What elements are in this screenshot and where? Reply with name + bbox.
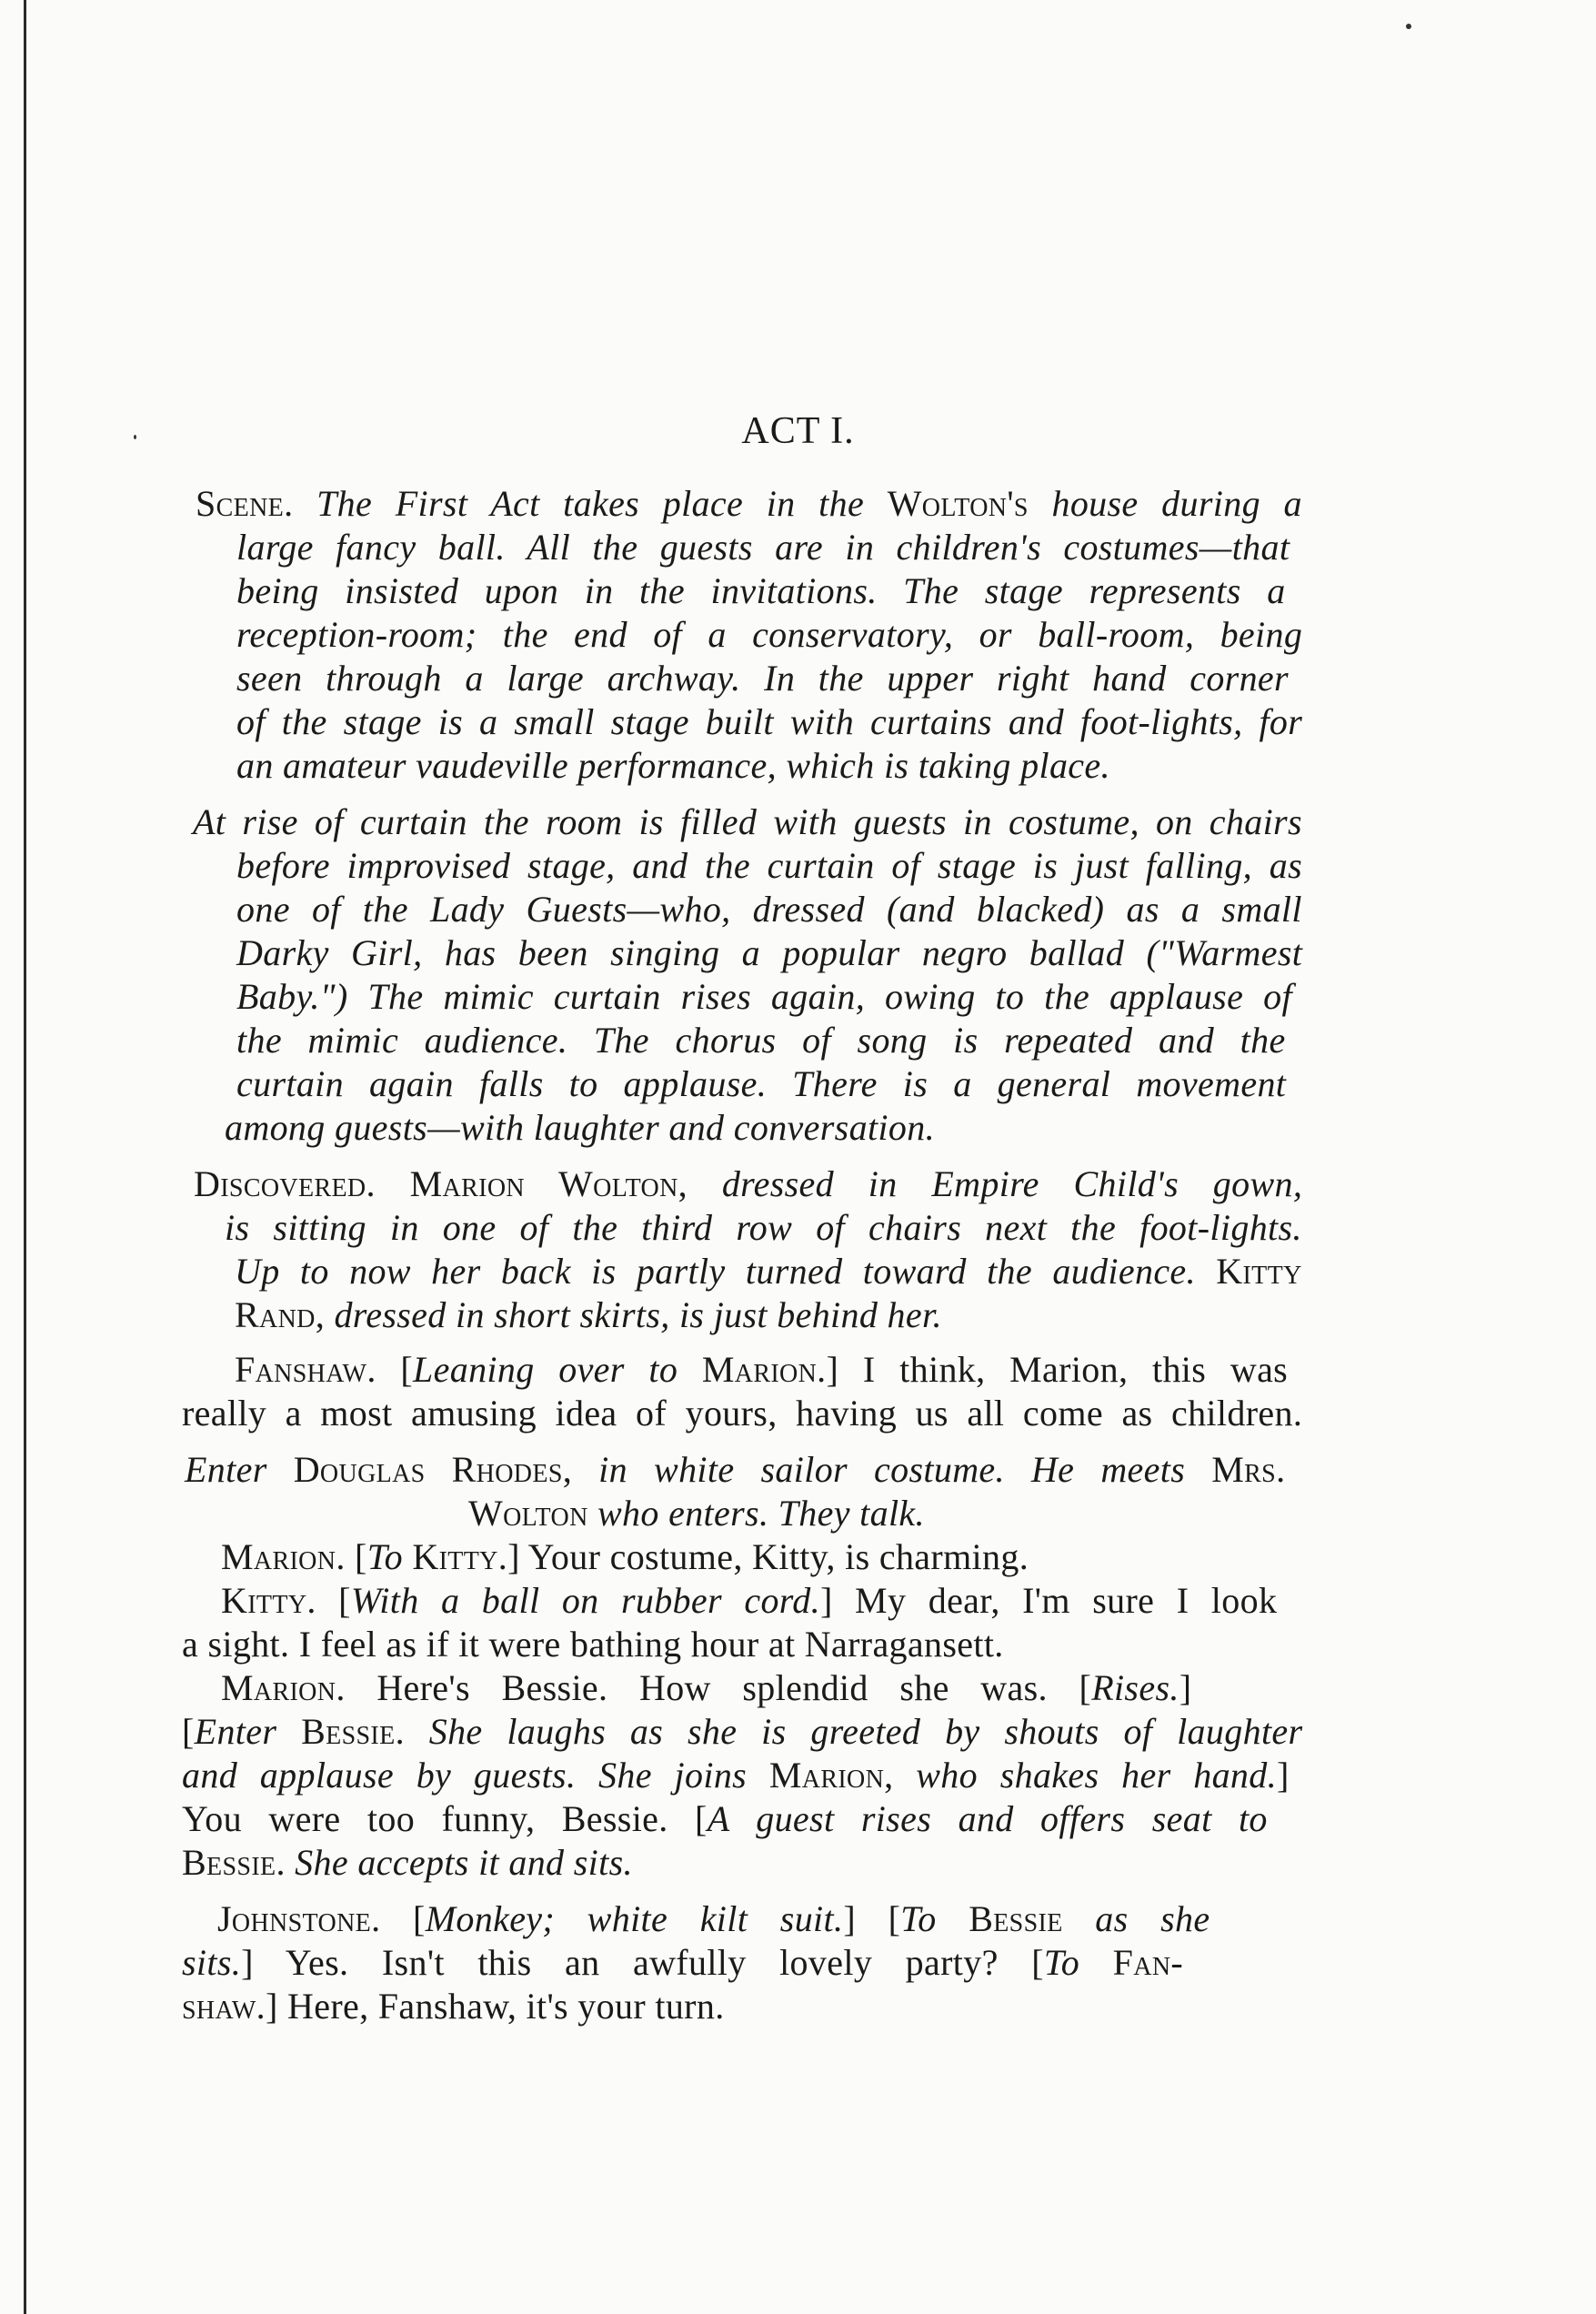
text-line <box>235 1293 942 1337</box>
text-line <box>194 1162 1302 1206</box>
text-line <box>182 1392 1302 1435</box>
text-line <box>221 1579 1277 1623</box>
character-name: Kitty <box>1216 1251 1302 1292</box>
text-line <box>182 1623 1004 1666</box>
stage-direction-text: To <box>366 1536 403 1577</box>
dialogue-text: a sight. I feel as if it were bathing hour at Narragansett. <box>182 1624 1004 1665</box>
stage-direction-text: who enters. They talk. <box>597 1493 925 1534</box>
stage-direction-text: who shakes her hand. <box>916 1755 1277 1796</box>
character-name: Rand <box>235 1294 316 1335</box>
text-line <box>236 931 1302 975</box>
dialogue-text: .] Your costume, Kitty, is charming. <box>497 1536 1029 1577</box>
stage-direction-text: Monkey; white kilt suit. <box>425 1898 844 1939</box>
text-line <box>182 1710 1302 1754</box>
stage-direction-text: before improvised stage, and the curtain of stage is just falling, as <box>236 845 1303 886</box>
character-name: Marion <box>768 1755 885 1796</box>
dialogue-text: Here's Bessie. How splendid she was. [ <box>345 1667 1092 1708</box>
dialogue-text <box>588 1493 597 1534</box>
text-line <box>182 1841 633 1885</box>
dialogue-text: ] <box>1276 1755 1290 1796</box>
character-name: Wolton <box>468 1493 588 1534</box>
stage-direction-text: the mimic audience. The chorus of song is repeated and the <box>236 1020 1286 1061</box>
stage-direction-text: curtain again falls to applause. There is a general movement <box>236 1063 1287 1104</box>
stage-direction-text: With a ball on rubber cord. <box>350 1580 820 1621</box>
dialogue-text: [ <box>380 1898 426 1939</box>
text-line <box>236 700 1302 744</box>
character-name: Bessie <box>969 1898 1063 1939</box>
character-name: Fanshaw. <box>235 1349 376 1390</box>
dialogue-text <box>678 1349 702 1390</box>
text-line <box>196 482 1302 526</box>
text-line <box>221 1535 1029 1579</box>
text-line <box>217 1897 1210 1941</box>
stage-direction-text: Baby.") The mimic curtain rises again, owing to the applause of <box>236 976 1292 1017</box>
dialogue-text: ] My dear, I'm sure I look <box>819 1580 1278 1621</box>
dialogue-text: [ <box>182 1711 195 1752</box>
text-line <box>236 613 1302 657</box>
text-line <box>182 1797 1268 1841</box>
stage-direction-text: reception-room; the end of a conservatory, or ball-room, being <box>236 614 1303 655</box>
text-line <box>236 657 1289 700</box>
text-line <box>468 1492 925 1535</box>
stage-direction-text: Enter <box>194 1711 277 1752</box>
text-line <box>235 1348 1288 1392</box>
dialogue-text <box>267 1449 294 1490</box>
stage-direction-text: an amateur vaudeville performance, which is taking place. <box>236 745 1110 786</box>
stage-direction-text: being insisted upon in the invitations. The stage represents a <box>236 570 1286 611</box>
dialogue-text <box>1079 1942 1113 1983</box>
character-name: Fan- <box>1112 1942 1184 1983</box>
character-name: Discovered. <box>194 1163 376 1204</box>
character-name: Bessie <box>301 1711 396 1752</box>
stage-direction-text: To <box>900 1898 937 1939</box>
character-name: Marion. <box>221 1667 346 1708</box>
dialogue-text: really a most amusing idea of yours, having us all come as children. <box>182 1393 1303 1434</box>
stage-direction-text: Up to now her back is partly turned toward the audience. <box>235 1251 1196 1292</box>
character-name: Wolton's <box>887 483 1029 524</box>
text-line <box>236 1062 1286 1106</box>
character-name: Marion Wolton <box>409 1163 678 1204</box>
stage-direction-text: of the stage is a small stage built with curtains and foot-lights, for <box>236 701 1303 742</box>
dialogue-text <box>1196 1251 1216 1292</box>
dialogue-text: [ <box>316 1580 351 1621</box>
stage-direction-text: is sitting in one of the third row of chairs next the foot-lights. <box>225 1207 1302 1248</box>
stage-direction-text: Enter <box>185 1449 267 1490</box>
stage-direction-text: seen through a large archway. In the upper right hand corner <box>236 658 1289 699</box>
character-name: shaw <box>182 1986 256 2027</box>
dialogue-text <box>1185 1449 1211 1490</box>
dialogue-text: ] <box>1179 1667 1192 1708</box>
dialogue-text: ] Yes. Isn't this an awfully lovely party? [ <box>241 1942 1044 1983</box>
text-line <box>236 888 1302 931</box>
dialogue-text <box>276 1711 301 1752</box>
character-name: Scene. <box>196 483 294 524</box>
stage-direction-text: as she <box>1095 1898 1210 1939</box>
text-line <box>221 1666 1191 1710</box>
text-line <box>225 1206 1302 1250</box>
text-line <box>182 1754 1290 1797</box>
character-name: Kitty <box>412 1536 498 1577</box>
dialogue-text: , <box>884 1755 917 1796</box>
dialogue-text <box>747 1755 769 1796</box>
dialogue-text <box>403 1536 412 1577</box>
stage-direction-text: Rises. <box>1091 1667 1179 1708</box>
dialogue-text: . <box>276 1842 296 1883</box>
dialogue-text <box>1063 1898 1096 1939</box>
dialogue-text: , <box>562 1449 599 1490</box>
stage-direction-text: She laughs as she is greeted by shouts of laughter <box>428 1711 1303 1752</box>
text-line <box>185 1448 1285 1492</box>
dialogue-text: [ <box>376 1349 414 1390</box>
text-line <box>182 1941 1183 1985</box>
text-line <box>225 1106 935 1150</box>
dialogue-text: .] Here, Fanshaw, it's your turn. <box>256 1986 725 2027</box>
stage-direction-text: To <box>1043 1942 1080 1983</box>
dialogue-text: ] [ <box>843 1898 901 1939</box>
character-name: Mrs. <box>1211 1449 1286 1490</box>
dialogue-text: . <box>395 1711 429 1752</box>
dialogue-text: You were too funny, Bessie. [ <box>182 1798 708 1839</box>
stage-direction-text: among guests—with laughter and conversation. <box>225 1107 935 1148</box>
text-line <box>236 744 1110 788</box>
character-name: Marion <box>701 1349 818 1390</box>
stage-direction-text: At rise of curtain the room is filled with guests in costume, on chairs <box>193 801 1302 842</box>
character-name: Bessie <box>182 1842 276 1883</box>
stage-direction-text: She accepts it and sits. <box>295 1842 633 1883</box>
dialogue-text: , <box>315 1294 335 1335</box>
act-title: ACT I. <box>741 410 855 452</box>
dialogue-text: .] I think, Marion, this was <box>817 1349 1289 1390</box>
stage-direction-text: house during a <box>1028 483 1302 524</box>
text-line <box>236 975 1292 1019</box>
stage-direction-text: and applause by guests. She joins <box>182 1755 748 1796</box>
stage-direction-text: large fancy ball. All the guests are in children's costumes—that <box>236 527 1290 568</box>
stage-direction-text: A guest rises and offers seat to <box>707 1798 1268 1839</box>
text-line <box>236 569 1286 613</box>
character-name: Marion. <box>221 1536 346 1577</box>
dialogue-text <box>937 1898 969 1939</box>
text-line <box>236 844 1302 888</box>
character-name: Johnstone. <box>217 1898 381 1939</box>
character-name: Douglas Rhodes <box>293 1449 563 1490</box>
stage-direction-text: The First Act takes place in the <box>293 483 888 524</box>
text-line <box>236 1019 1286 1062</box>
stage-direction-text: in white sailor costume. He meets <box>598 1449 1186 1490</box>
character-name: Kitty. <box>221 1580 316 1621</box>
stage-direction-text: one of the Lady Guests—who, dressed (and blacked) as a small <box>236 889 1302 930</box>
text-line <box>236 526 1290 569</box>
text-line <box>193 800 1302 844</box>
stage-direction-text: Leaning over to <box>413 1349 678 1390</box>
stage-direction-text: dressed in short skirts, is just behind her. <box>334 1294 942 1335</box>
text-line <box>182 1985 725 2028</box>
dialogue-text: , <box>678 1163 722 1204</box>
dialogue-text: [ <box>345 1536 367 1577</box>
dialogue-text <box>376 1163 410 1204</box>
stage-direction-text: Darky Girl, has been singing a popular negro ballad ("Warmest <box>236 932 1303 973</box>
stage-direction-text: sits. <box>182 1942 242 1983</box>
text-line <box>235 1250 1302 1293</box>
stage-direction-text: dressed in Empire Child's gown, <box>721 1163 1303 1204</box>
